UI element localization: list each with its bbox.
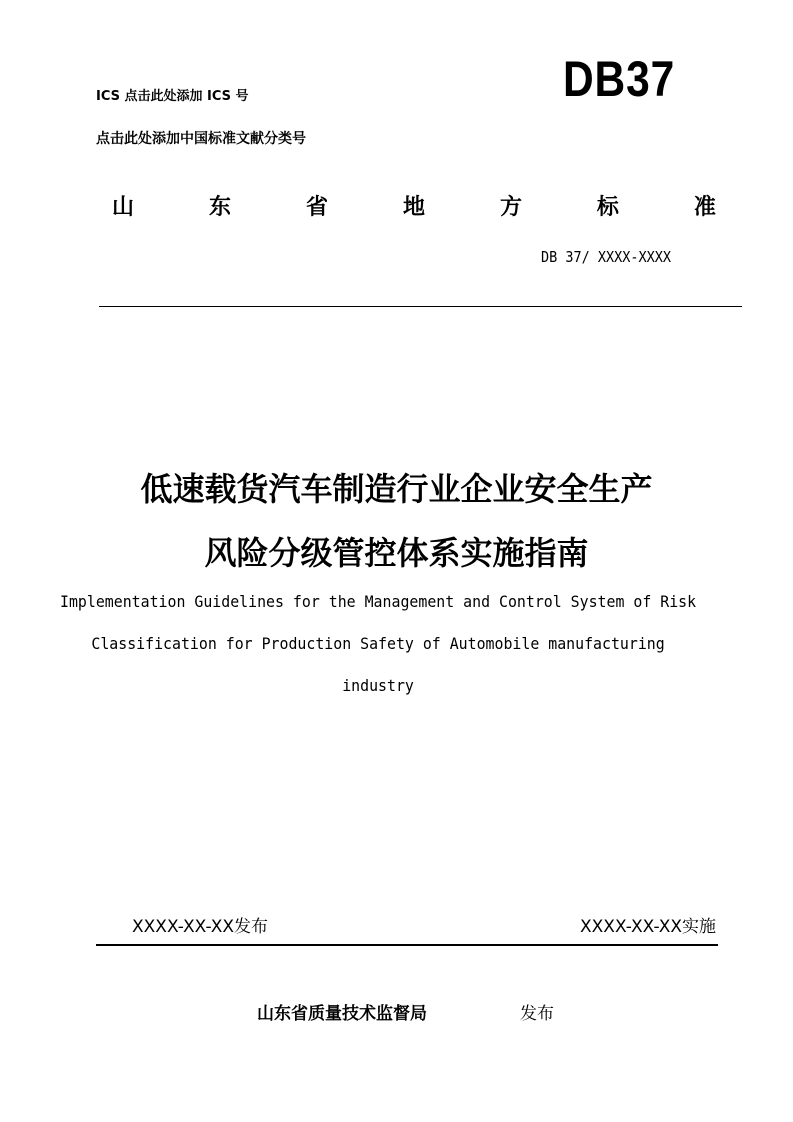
english-title-line-1: Implementation Guidelines for the Management and Control System of Risk [60,592,697,611]
issuing-authority: 山东省质量技术监督局 [257,1004,427,1024]
chinese-title-line-1: 低速载货汽车制造行业企业安全生产 [140,470,653,508]
standard-type-char: 方 [499,195,522,220]
standard-type-char: 省 [305,195,328,220]
ccs-classification-placeholder[interactable]: 点击此处添加中国标准文献分类号 [96,131,306,147]
standard-type-char: 山 [112,195,135,220]
standard-type-title [112,190,716,221]
english-title-line-2: Classification for Production Safety of Automobile manufacturing [91,634,665,653]
standard-type-char: 准 [693,195,716,220]
implement-date: XXXX-XX-XX实施 [580,917,717,937]
header-divider [99,306,742,307]
issued-label: 发布 [520,1004,554,1024]
standard-code-logo: DB37 [563,51,676,107]
publish-date: XXXX-XX-XX发布 [132,917,269,937]
standard-type-char: 标 [596,195,619,220]
chinese-title-line-2: 风险分级管控体系实施指南 [204,534,589,572]
standard-type-char: 地 [402,195,425,220]
ics-number-placeholder[interactable]: ICS 点击此处添加 ICS 号 [96,89,249,104]
english-title-line-3: industry [342,676,414,695]
standard-number: DB 37/ XXXX-XXXX [541,248,672,266]
footer-divider [96,944,718,946]
standard-type-char: 东 [208,195,231,220]
